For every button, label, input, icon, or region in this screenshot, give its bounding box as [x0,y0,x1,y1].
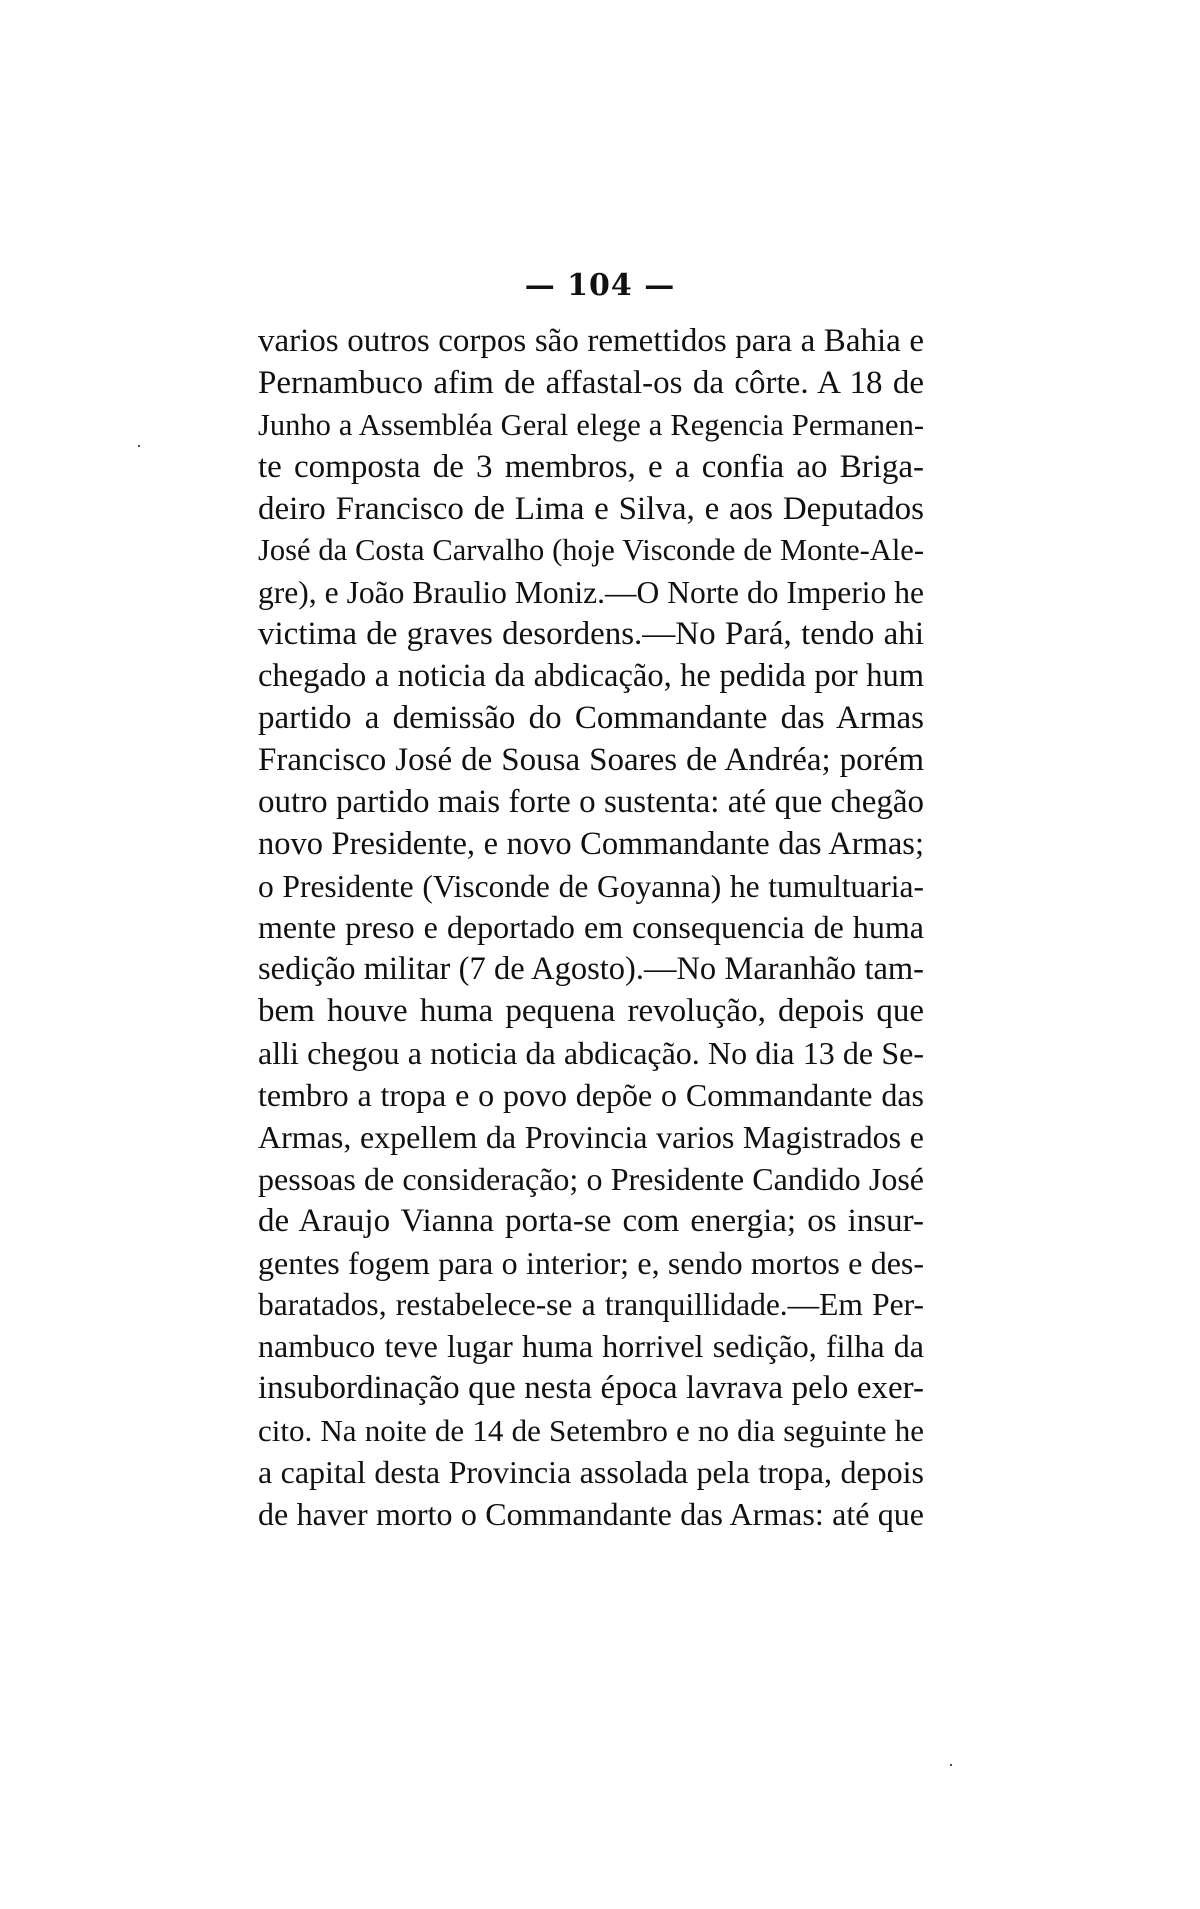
text-line: te composta de 3 membros, e a confia ao Briga- [258,448,924,485]
text-line: Pernambuco afim de affastal-os da côrte. A 18 de [258,364,924,401]
text-line: partido a demissão do Commandante das Armas [258,700,924,737]
text-line: Junho a Assembléa Geral elege a Regencia Permanen- [258,407,924,442]
text-line: o Presidente (Visconde de Goyanna) he tumultuaria- [258,868,924,904]
text-line: gentes fogem para o interior; e, sendo mortos e des- [258,1244,924,1281]
text-line: insubordinação que nesta época lavrava pelo exer- [258,1370,924,1407]
text-line: baratados, restabelece-se a tranquillidade.—Em Per- [258,1287,924,1323]
page-number: — 104 — [524,268,676,303]
text-line: sedição militar (7 de Agosto).—No Maranhão tam- [258,951,924,988]
text-line: Francisco José de Sousa Soares de Andréa; porém [258,741,924,778]
body-text [258,321,924,1536]
text-line: tembro a tropa e o povo depõe o Commandante das [258,1077,924,1114]
text-line: outro partido mais forte o sustenta: até que chegão [258,783,924,820]
text-line: pessoas de consideração; o Presidente Candido José [258,1160,924,1197]
text-line: cito. Na noite de 14 de Setembro e no dia seguinte he [258,1413,924,1449]
stray-ink-mark: · [136,436,142,456]
text-line: bem houve huma pequena revolução, depois que [258,993,924,1030]
text-line: José da Costa Carvalho (hoje Visconde de Monte-Ale- [258,533,924,568]
text-line: chegado a noticia da abdicação, he pedida por hum [258,658,924,695]
text-line: a capital desta Provincia assolada pela tropa, depois [258,1454,924,1491]
text-line: Armas, expellem da Provincia varios Magistrados e [258,1118,924,1155]
text-line: varios outros corpos são remettidos para a Bahia e [258,323,924,359]
text-line: deiro Francisco de Lima e Silva, e aos Deputados [258,490,924,527]
text-line: mente preso e deportado em consequencia de huma [258,909,924,946]
stray-ink-mark: · [948,1755,954,1775]
text-line: gre), e João Braulio Moniz.—O Norte do Imperio he [258,575,924,611]
text-line: novo Presidente, e novo Commandante das Armas; [258,825,924,862]
text-line: de haver morto o Commandante das Armas: até que [258,1495,924,1532]
text-line: de Araujo Vianna porta-se com energia; os insur- [258,1202,924,1239]
text-line: nambuco teve lugar huma horrivel sedição, filha da [258,1328,924,1365]
text-line: victima de graves desordens.—No Pará, tendo ahi [258,616,924,653]
text-line: alli chegou a noticia da abdicação. No dia 13 de Se- [258,1035,924,1072]
